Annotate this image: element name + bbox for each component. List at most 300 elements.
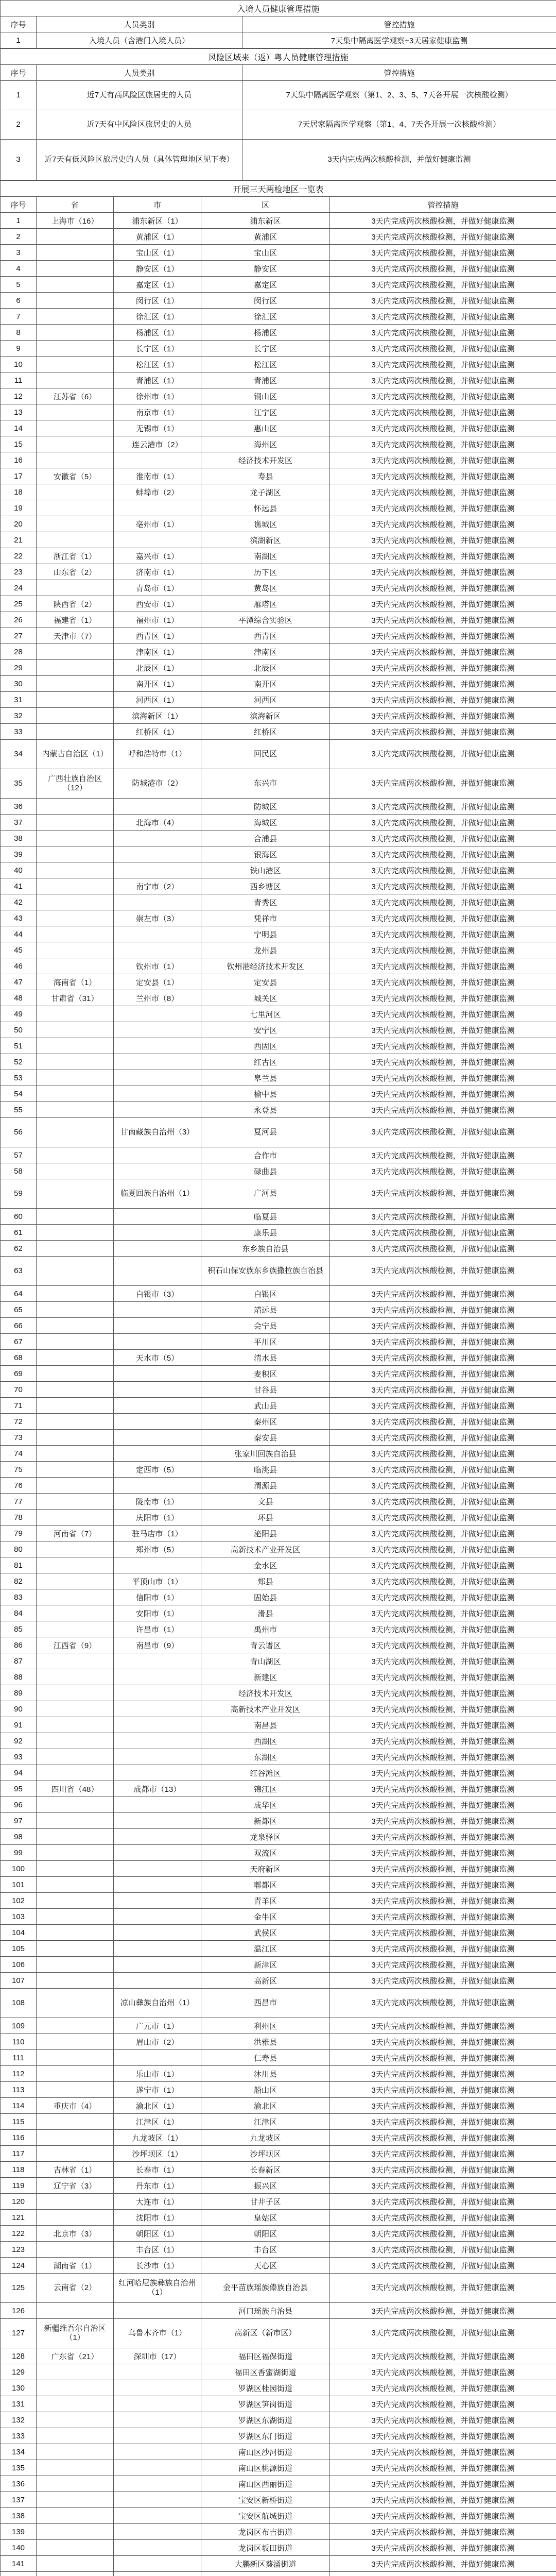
city-cell — [114, 500, 201, 516]
city-cell — [114, 1318, 201, 1334]
province-cell: 重庆市（4） — [37, 2098, 114, 2114]
province-cell — [37, 500, 114, 516]
risk-table-title: 风险区域来（返）粤人员健康管理措施 — [1, 49, 556, 65]
district-row — [1, 644, 556, 660]
city-cell — [114, 1957, 201, 1973]
province-cell — [37, 2572, 114, 2576]
risk-header-measure: 管控措施 — [242, 65, 556, 81]
district-cell: 福田区香蜜湖街道 — [201, 2364, 330, 2380]
district-cell: 麦积区 — [201, 1366, 330, 1382]
control-measure: 3天内完成两次核酸检测，并做好健康监测 — [330, 1957, 556, 1973]
province-cell — [37, 692, 114, 708]
province-cell — [37, 293, 114, 309]
district-row — [1, 1257, 556, 1286]
district-cell: 秦州区 — [201, 1414, 330, 1430]
city-cell: 乌鲁木齐市（1） — [114, 2319, 201, 2348]
row-number: 29 — [1, 660, 37, 676]
province-cell — [37, 2380, 114, 2396]
row-number: 116 — [1, 2130, 37, 2146]
district-cell: 江津区 — [201, 2114, 330, 2130]
city-cell: 嘉定区（1） — [114, 277, 201, 293]
city-cell: 长宁区（1） — [114, 341, 201, 357]
district-row — [1, 815, 556, 831]
person-category: 入境人员（含港门入境人员） — [37, 32, 242, 48]
province-cell — [37, 644, 114, 660]
district-cell: 临夏县 — [201, 1209, 330, 1225]
row-number: 3 — [1, 140, 37, 180]
district-row — [1, 2508, 556, 2524]
row-number: 46 — [1, 958, 37, 974]
control-measure: 3天内完成两次核酸检测，并做好健康监测 — [330, 1813, 556, 1829]
control-measure: 3天内完成两次核酸检测，并做好健康监测 — [330, 942, 556, 958]
control-measure: 3天内完成两次核酸检测，并做好健康监测 — [330, 532, 556, 548]
control-measure: 3天内完成两次核酸检测，并做好健康监测 — [330, 990, 556, 1006]
district-row — [1, 676, 556, 692]
district-row — [1, 420, 556, 436]
city-cell: 遂宁市（1） — [114, 2082, 201, 2098]
person-category: 近7天有高风险区旅居史的人员 — [37, 81, 242, 110]
district-row — [1, 468, 556, 484]
district-row — [1, 1147, 556, 1163]
district-cell: 临洮县 — [201, 1462, 330, 1478]
control-measure: 3天内完成两次核酸检测，并做好健康监测 — [330, 1382, 556, 1398]
district-row — [1, 372, 556, 388]
district-row — [1, 1446, 556, 1462]
city-cell — [114, 1446, 201, 1462]
district-cell: 广河县 — [201, 1179, 330, 1209]
district-row — [1, 612, 556, 628]
district-cell: 津南区 — [201, 644, 330, 660]
province-cell — [37, 2540, 114, 2556]
district-cell: 东乡族自治县 — [201, 1241, 330, 1257]
control-measure: 3天内完成两次核酸检测，并做好健康监测 — [330, 1163, 556, 1179]
province-cell — [37, 1957, 114, 1973]
city-cell: 甘南藏族自治州（3） — [114, 1118, 201, 1147]
control-measure: 3天内完成两次核酸检测，并做好健康监测 — [330, 724, 556, 740]
control-measure: 7天集中隔离医学观察+3天居家健康监测 — [242, 32, 556, 48]
district-cell: 西昌市 — [201, 1989, 330, 2018]
control-measure: 3天内完成两次核酸检测，并做好健康监测 — [330, 1669, 556, 1685]
province-cell — [37, 1179, 114, 1209]
district-row — [1, 1022, 556, 1038]
province-cell — [37, 815, 114, 831]
city-cell: 南昌市（9） — [114, 1637, 201, 1653]
province-cell — [37, 1797, 114, 1813]
control-measure: 3天内完成两次核酸检测，并做好健康监测 — [330, 878, 556, 894]
control-measure: 3天内完成两次核酸检测，并做好健康监测 — [330, 2460, 556, 2476]
district-row — [1, 1893, 556, 1909]
province-cell — [37, 1398, 114, 1414]
city-cell: 青岛市（1） — [114, 580, 201, 596]
row-number: 18 — [1, 484, 37, 500]
district-row — [1, 1526, 556, 1541]
district-row — [1, 740, 556, 769]
row-number: 48 — [1, 990, 37, 1006]
district-row — [1, 436, 556, 452]
city-cell: 北辰区（1） — [114, 660, 201, 676]
control-measure: 3天内完成两次核酸检测，并做好健康监测 — [330, 1989, 556, 2018]
control-measure: 7天居家隔离医学观察（第1、4、7天各开展一次核酸检测） — [242, 110, 556, 140]
province-cell — [37, 2460, 114, 2476]
district-cell: 西固区 — [201, 1038, 330, 1054]
district-row — [1, 1366, 556, 1382]
province-cell — [37, 2396, 114, 2412]
row-number: 130 — [1, 2380, 37, 2396]
district-row — [1, 2380, 556, 2396]
city-cell — [114, 1685, 201, 1701]
district-cell: 固始县 — [201, 1589, 330, 1605]
province-cell — [37, 1022, 114, 1038]
risk-header-no: 序号 — [1, 65, 37, 81]
district-row — [1, 404, 556, 420]
city-cell: 驻马店市（1） — [114, 1526, 201, 1541]
control-measure: 3天内完成两次核酸检测，并做好健康监测 — [330, 1510, 556, 1526]
district-cell: 利州区 — [201, 2018, 330, 2034]
district-cell: 锦江区 — [201, 1781, 330, 1797]
district-cell: 南开区 — [201, 676, 330, 692]
control-measure: 3天内完成两次核酸检测，并做好健康监测 — [330, 1845, 556, 1861]
district-row — [1, 388, 556, 404]
risk-body — [1, 81, 556, 180]
city-cell: 徐汇区（1） — [114, 309, 201, 325]
city-cell — [114, 2412, 201, 2428]
row-number: 80 — [1, 1541, 37, 1557]
city-cell — [114, 1733, 201, 1749]
district-cell: 平潭综合实验区 — [201, 612, 330, 628]
row-number: 136 — [1, 2476, 37, 2492]
district-row — [1, 2396, 556, 2412]
city-cell: 沙坪坝区（1） — [114, 2146, 201, 2162]
province-cell: 吉林省（1） — [37, 2162, 114, 2178]
province-cell — [37, 357, 114, 372]
province-cell — [37, 325, 114, 341]
city-cell: 黄浦区（1） — [114, 229, 201, 245]
district-cell: 东兴市 — [201, 769, 330, 799]
row-number: 109 — [1, 2018, 37, 2034]
control-measure: 3天内完成两次核酸检测，并做好健康监测 — [330, 2348, 556, 2364]
district-cell: 文县 — [201, 1494, 330, 1510]
province-cell: 山东省（2） — [37, 564, 114, 580]
control-measure: 3天内完成两次核酸检测，并做好健康监测 — [330, 1366, 556, 1382]
province-cell — [37, 1701, 114, 1717]
entry-header-category: 人员类别 — [37, 16, 242, 32]
district-cell: 沐川县 — [201, 2066, 330, 2082]
row-number: 105 — [1, 1941, 37, 1957]
control-measure: 3天内完成两次核酸检测，并做好健康监测 — [330, 1797, 556, 1813]
province-cell — [37, 2242, 114, 2258]
district-row — [1, 484, 556, 500]
city-cell — [114, 926, 201, 942]
control-measure: 3天内完成两次核酸检测，并做好健康监测 — [330, 612, 556, 628]
row-number: 42 — [1, 894, 37, 910]
province-cell — [37, 1118, 114, 1147]
city-cell — [114, 1257, 201, 1286]
district-row — [1, 1813, 556, 1829]
district-row — [1, 532, 556, 548]
province-cell — [37, 2444, 114, 2460]
city-cell — [114, 2303, 201, 2319]
row-number: 112 — [1, 2066, 37, 2082]
district-row — [1, 1225, 556, 1241]
control-measure: 3天内完成两次核酸检测，并做好健康监测 — [330, 862, 556, 878]
city-cell: 红河哈尼族彝族自治州（1） — [114, 2274, 201, 2303]
city-cell: 临夏回族自治州（1） — [114, 1179, 201, 1209]
district-cell: 丰台区 — [201, 2242, 330, 2258]
list-header-city: 市 — [114, 197, 201, 213]
city-cell — [114, 894, 201, 910]
control-measure: 3天内完成两次核酸检测，并做好健康监测 — [330, 500, 556, 516]
province-cell: 新疆维吾尔自治区（1） — [37, 2319, 114, 2348]
district-cell: 九龙坡区 — [201, 2130, 330, 2146]
district-cell: 郫都区 — [201, 1877, 330, 1893]
row-number: 31 — [1, 692, 37, 708]
city-cell — [114, 2508, 201, 2524]
district-row — [1, 2428, 556, 2444]
district-row — [1, 564, 556, 580]
row-number: 118 — [1, 2162, 37, 2178]
control-measure: 3天内完成两次核酸检测，并做好健康监测 — [330, 372, 556, 388]
control-measure: 3天内完成两次核酸检测，并做好健康监测 — [330, 2476, 556, 2492]
province-cell — [37, 1086, 114, 1102]
district-cell: 皇姑区 — [201, 2210, 330, 2226]
control-measure: 3天内完成两次核酸检测，并做好健康监测 — [330, 468, 556, 484]
control-measure: 3天内完成两次核酸检测，并做好健康监测 — [330, 846, 556, 862]
control-measure: 3天内完成两次核酸检测，并做好健康监测 — [330, 309, 556, 325]
district-cell: 张家川回族自治县 — [201, 1446, 330, 1462]
district-row — [1, 1861, 556, 1877]
province-cell — [37, 1462, 114, 1478]
district-cell: 船山区 — [201, 2082, 330, 2098]
control-measure: 3天内完成两次核酸检测，并做好健康监测 — [330, 1494, 556, 1510]
control-measure: 7天集中隔离医学观察（第1、2、3、5、7天各开展一次核酸检测） — [242, 81, 556, 110]
district-cell: 宝山区 — [201, 245, 330, 261]
row-number: 102 — [1, 1893, 37, 1909]
district-row — [1, 1701, 556, 1717]
city-cell: 徐州市（1） — [114, 388, 201, 404]
control-measure: 3天内完成两次核酸检测，并做好健康监测 — [242, 140, 556, 180]
district-cell: 沙坪坝区 — [201, 2146, 330, 2162]
control-measure: 3天内完成两次核酸检测，并做好健康监测 — [330, 2082, 556, 2098]
province-cell — [37, 404, 114, 420]
district-cell: 甘井子区 — [201, 2194, 330, 2210]
list-header-district: 区 — [201, 197, 330, 213]
city-cell — [114, 862, 201, 878]
control-measure: 3天内完成两次核酸检测，并做好健康监测 — [330, 1179, 556, 1209]
district-cell: 碌曲县 — [201, 1163, 330, 1179]
city-cell — [114, 1334, 201, 1350]
district-row — [1, 1318, 556, 1334]
province-cell — [37, 1605, 114, 1621]
control-measure: 3天内完成两次核酸检测，并做好健康监测 — [330, 2098, 556, 2114]
row-number: 28 — [1, 644, 37, 660]
district-cell: 青羊区 — [201, 1893, 330, 1909]
control-measure: 3天内完成两次核酸检测，并做好健康监测 — [330, 1893, 556, 1909]
risk-header-category: 人员类别 — [37, 65, 242, 81]
city-cell — [114, 1829, 201, 1845]
row-number: 68 — [1, 1350, 37, 1366]
control-measure: 3天内完成两次核酸检测，并做好健康监测 — [330, 1541, 556, 1557]
city-cell: 乐山市（1） — [114, 2066, 201, 2082]
row-number: 14 — [1, 420, 37, 436]
district-row — [1, 1209, 556, 1225]
row-number: 44 — [1, 926, 37, 942]
row-number: 40 — [1, 862, 37, 878]
province-cell — [37, 1302, 114, 1318]
row-number: 110 — [1, 2034, 37, 2050]
city-cell: 蚌埠市（2） — [114, 484, 201, 500]
province-cell — [37, 1286, 114, 1302]
control-measure: 3天内完成两次核酸检测，并做好健康监测 — [330, 831, 556, 846]
district-row — [1, 2162, 556, 2178]
control-measure: 3天内完成两次核酸检测，并做好健康监测 — [330, 436, 556, 452]
district-cell: 滑县 — [201, 1605, 330, 1621]
province-cell: 甘肃省（31） — [37, 990, 114, 1006]
city-cell: 成都市（13） — [114, 1781, 201, 1797]
district-row — [1, 1733, 556, 1749]
province-cell — [37, 420, 114, 436]
district-row — [1, 1350, 556, 1366]
district-cell: 新都区 — [201, 1813, 330, 1829]
district-cell: 永登县 — [201, 1102, 330, 1118]
district-cell: 青山湖区 — [201, 1653, 330, 1669]
row-number: 55 — [1, 1102, 37, 1118]
district-cell: 福田区福保街道 — [201, 2348, 330, 2364]
control-measure: 3天内完成两次核酸检测，并做好健康监测 — [330, 692, 556, 708]
control-measure: 3天内完成两次核酸检测，并做好健康监测 — [330, 1861, 556, 1877]
row-number: 140 — [1, 2540, 37, 2556]
province-cell — [37, 1382, 114, 1398]
province-cell — [37, 1006, 114, 1022]
control-measure: 3天内完成两次核酸检测，并做好健康监测 — [330, 1446, 556, 1462]
city-cell — [114, 1022, 201, 1038]
city-cell: 静安区（1） — [114, 261, 201, 277]
province-cell — [37, 532, 114, 548]
person-category: 近7天有中风险区旅居史的人员 — [37, 110, 242, 140]
row-number: 134 — [1, 2444, 37, 2460]
control-measure: 3天内完成两次核酸检测，并做好健康监测 — [330, 894, 556, 910]
city-cell: 渝北区（1） — [114, 2098, 201, 2114]
district-row — [1, 2348, 556, 2364]
control-measure: 3天内完成两次核酸检测，并做好健康监测 — [330, 1038, 556, 1054]
row-number: 6 — [1, 293, 37, 309]
row-number: 35 — [1, 769, 37, 799]
control-measure: 3天内完成两次核酸检测，并做好健康监测 — [330, 1006, 556, 1022]
city-cell: 崇左市（3） — [114, 910, 201, 926]
control-measure: 3天内完成两次核酸检测，并做好健康监测 — [330, 1430, 556, 1446]
control-measure: 3天内完成两次核酸检测，并做好健康监测 — [330, 261, 556, 277]
row-number: 26 — [1, 612, 37, 628]
control-measure: 3天内完成两次核酸检测，并做好健康监测 — [330, 1302, 556, 1318]
row-number: 84 — [1, 1605, 37, 1621]
district-row — [1, 1334, 556, 1350]
district-row — [1, 2412, 556, 2428]
control-measure: 3天内完成两次核酸检测，并做好健康监测 — [330, 229, 556, 245]
row-number: 93 — [1, 1749, 37, 1765]
city-cell — [114, 1382, 201, 1398]
control-measure: 3天内完成两次核酸检测，并做好健康监测 — [330, 2444, 556, 2460]
district-row — [1, 1179, 556, 1209]
district-row — [1, 1989, 556, 2018]
province-cell — [37, 1225, 114, 1241]
control-measure: 3天内完成两次核酸检测，并做好健康监测 — [330, 1941, 556, 1957]
province-cell — [37, 2364, 114, 2380]
risk-row — [1, 110, 556, 140]
row-number: 27 — [1, 628, 37, 644]
city-cell: 许昌市（1） — [114, 1621, 201, 1637]
district-row — [1, 1462, 556, 1478]
province-cell — [37, 1147, 114, 1163]
control-measure: 3天内完成两次核酸检测，并做好健康监测 — [330, 1653, 556, 1669]
row-number: 66 — [1, 1318, 37, 1334]
person-category: 近7天有低风险区旅居史的人员（具体管理地区见下表） — [37, 140, 242, 180]
control-measure: 3天内完成两次核酸检测，并做好健康监测 — [330, 1557, 556, 1573]
row-number: 19 — [1, 500, 37, 516]
row-number: 98 — [1, 1829, 37, 1845]
city-cell — [114, 2524, 201, 2540]
control-measure: 3天内完成两次核酸检测，并做好健康监测 — [330, 1749, 556, 1765]
province-cell: 四川省（48） — [37, 1781, 114, 1797]
control-measure: 3天内完成两次核酸检测，并做好健康监测 — [330, 769, 556, 799]
control-measure: 3天内完成两次核酸检测，并做好健康监测 — [330, 213, 556, 229]
row-number: 72 — [1, 1414, 37, 1430]
row-number: 77 — [1, 1494, 37, 1510]
district-row — [1, 2194, 556, 2210]
row-number: 128 — [1, 2348, 37, 2364]
province-cell — [37, 2034, 114, 2050]
district-cell: 经济技术开发区 — [201, 452, 330, 468]
province-cell — [37, 580, 114, 596]
province-cell — [37, 1430, 114, 1446]
entry-header-measure: 管控措施 — [242, 16, 556, 32]
control-measure: 3天内完成两次核酸检测，并做好健康监测 — [330, 2492, 556, 2508]
risk-row — [1, 81, 556, 110]
control-measure: 3天内完成两次核酸检测，并做好健康监测 — [330, 1022, 556, 1038]
district-row — [1, 2178, 556, 2194]
district-row — [1, 1557, 556, 1573]
city-cell: 眉山市（2） — [114, 2034, 201, 2050]
control-measure: 3天内完成两次核酸检测，并做好健康监测 — [330, 974, 556, 990]
district-row — [1, 1118, 556, 1147]
control-measure: 3天内完成两次核酸检测，并做好健康监测 — [330, 2380, 556, 2396]
district-cell: 河西区 — [201, 692, 330, 708]
control-measure: 3天内完成两次核酸检测，并做好健康监测 — [330, 2242, 556, 2258]
control-measure: 3天内完成两次核酸检测，并做好健康监测 — [330, 2274, 556, 2303]
province-cell — [37, 1893, 114, 1909]
district-cell: 金平苗族瑶族傣族自治县 — [201, 2274, 330, 2303]
row-number: 138 — [1, 2508, 37, 2524]
row-number: 95 — [1, 1781, 37, 1797]
district-row — [1, 724, 556, 740]
province-cell — [37, 878, 114, 894]
row-number: 1 — [1, 81, 37, 110]
control-measure: 3天内完成两次核酸检测，并做好健康监测 — [330, 452, 556, 468]
row-number: 78 — [1, 1510, 37, 1526]
row-number: 107 — [1, 1973, 37, 1989]
row-number: 39 — [1, 846, 37, 862]
district-row — [1, 1302, 556, 1318]
list-header-no: 序号 — [1, 197, 37, 213]
province-cell — [37, 1318, 114, 1334]
district-row — [1, 1717, 556, 1733]
district-cell: 高新技术产业开发区 — [201, 1541, 330, 1557]
row-number: 117 — [1, 2146, 37, 2162]
control-measure: 3天内完成两次核酸检测，并做好健康监测 — [330, 958, 556, 974]
district-cell: 铜山区 — [201, 388, 330, 404]
district-row — [1, 2476, 556, 2492]
control-measure: 3天内完成两次核酸检测，并做好健康监测 — [330, 2540, 556, 2556]
control-measure: 3天内完成两次核酸检测，并做好健康监测 — [330, 1209, 556, 1225]
province-cell — [37, 862, 114, 878]
